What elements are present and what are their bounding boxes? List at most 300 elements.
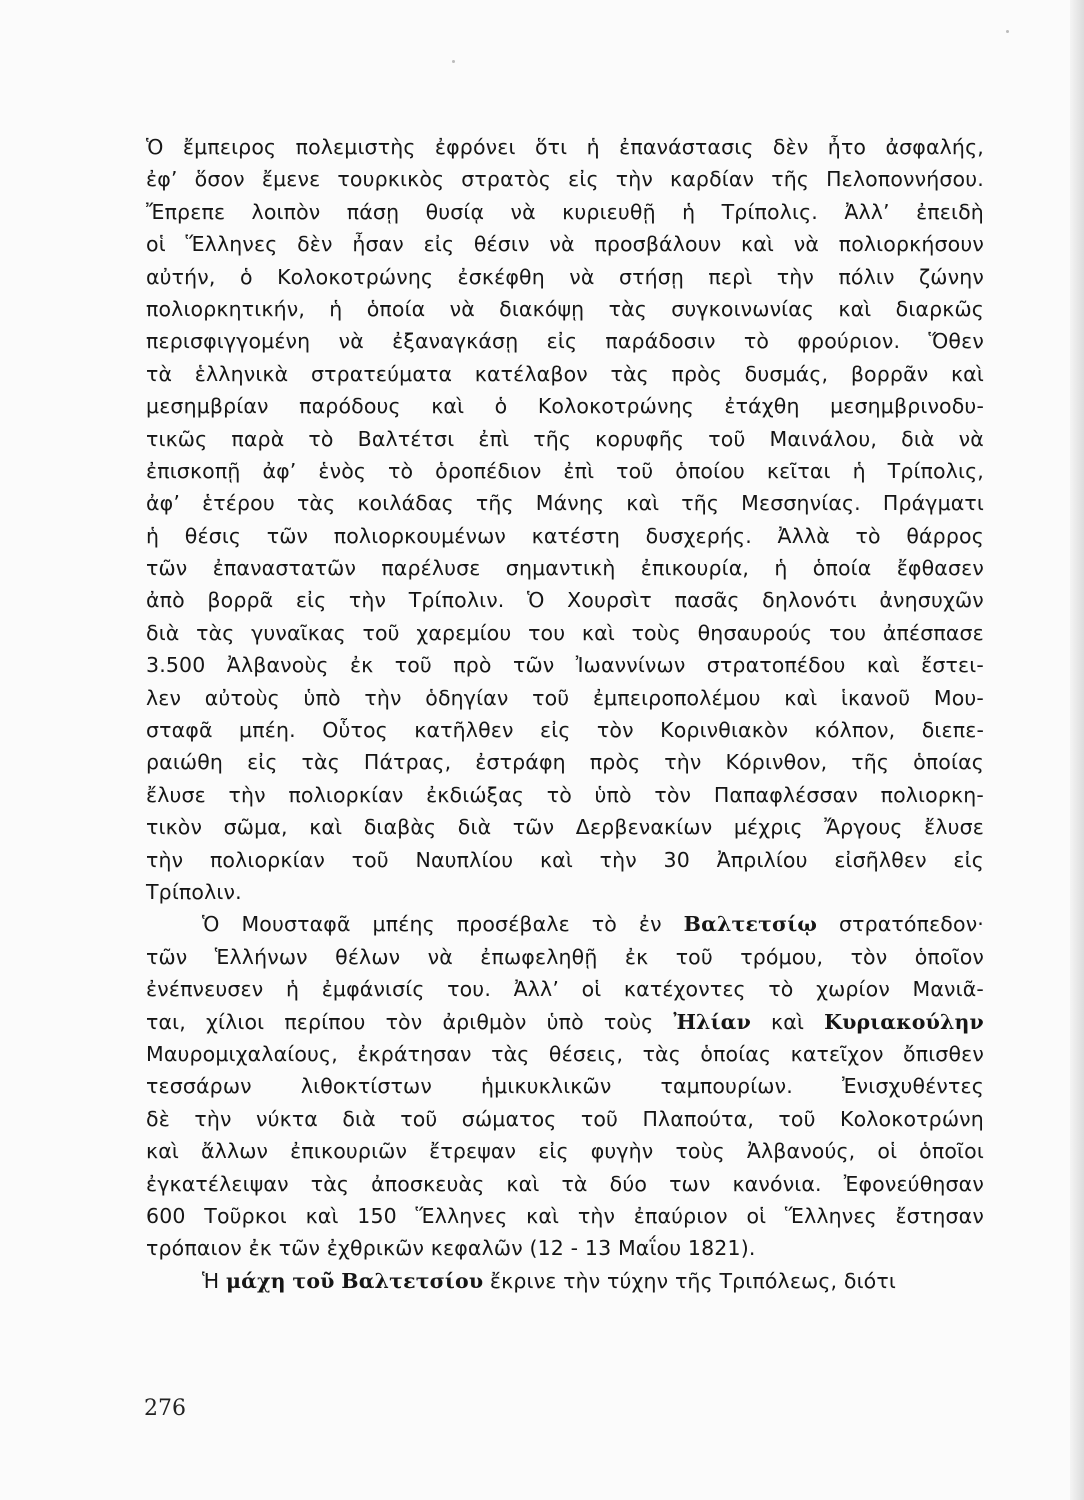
word: ἐκ <box>349 653 374 678</box>
word: ὅτι <box>534 135 568 159</box>
word: διότι <box>843 1268 896 1293</box>
word: ἐχθρικῶν <box>326 1236 425 1261</box>
word: πολιορκήσουν <box>838 232 984 257</box>
text-line <box>146 844 984 876</box>
word: ἐπὶ <box>478 426 510 451</box>
word: ἡ <box>682 199 696 224</box>
word: νὰ <box>338 329 364 354</box>
word: στήσῃ <box>618 264 685 289</box>
word: τῆς <box>681 491 720 516</box>
word: Μεσσηνίας. <box>741 491 861 516</box>
word: 600 <box>146 1203 186 1228</box>
word: τεσσάρων <box>146 1074 252 1099</box>
word: καὶ <box>741 232 775 257</box>
word: αὐτοὺς <box>204 685 280 710</box>
word: ἦσαν <box>352 232 404 257</box>
word: Τρίπολιν. <box>146 879 242 904</box>
word: κυριευθῇ <box>562 199 656 224</box>
word: ἔτρεψαν <box>429 1139 517 1164</box>
word: ἑνὸς <box>318 458 367 483</box>
text-line <box>146 131 984 163</box>
word: ἐπειδὴ <box>916 199 984 224</box>
word: Μουσταφᾶ <box>241 912 351 937</box>
word: καὶ <box>771 1009 805 1034</box>
word: ὁ <box>239 264 253 289</box>
word: ἐξαναγκάσῃ <box>392 329 519 354</box>
word: βορρᾶν <box>850 361 929 386</box>
word: ἡ <box>586 135 600 159</box>
word: ἡ <box>146 523 160 548</box>
word: μέχρις <box>733 815 803 840</box>
text-line <box>146 228 984 260</box>
word: τὸ <box>388 458 414 483</box>
word: Τριπόλεως, <box>719 1268 838 1293</box>
text-line <box>146 261 984 293</box>
word: τὴν <box>146 847 184 872</box>
word: τῆς <box>475 491 514 516</box>
word: ἐν <box>638 912 662 937</box>
word: πολεμιστὴς <box>295 135 416 159</box>
word: εἰς <box>540 718 571 743</box>
word: πρὸς <box>589 750 641 775</box>
word: τὰς <box>310 1171 350 1196</box>
text-line <box>146 908 984 940</box>
word: ἔστει- <box>921 653 984 678</box>
page-edge-shadow <box>1070 0 1084 1500</box>
word: ἑτέρου <box>202 491 275 516</box>
word: τῆς <box>851 750 890 775</box>
word: ἱκανοῦ <box>840 685 911 710</box>
word: καὶ <box>305 1203 339 1228</box>
word: νὰ <box>569 264 595 289</box>
word: τὸ <box>591 912 617 937</box>
word: στρατόπεδον· <box>838 912 984 937</box>
paragraph <box>146 1265 984 1297</box>
word: Ὅθεν <box>928 329 984 354</box>
word: μεσημβρινοδυ- <box>830 394 984 419</box>
word: τῶν <box>146 556 188 581</box>
word: τὸ <box>743 329 770 354</box>
word: ἔφθασεν <box>896 556 984 581</box>
text-line <box>146 779 984 811</box>
word: στρατὸς <box>461 167 552 192</box>
word: κατεῖχον <box>790 1041 884 1066</box>
word: σώματος <box>461 1106 557 1131</box>
text-line <box>146 584 984 616</box>
word: ἡ <box>852 458 866 483</box>
word: στρατεύματα <box>310 361 453 386</box>
word: ἐσκέφθη <box>457 264 545 289</box>
word: Ὁ <box>146 135 164 159</box>
word: Κόρινθον, <box>725 750 828 775</box>
word: του <box>828 620 867 645</box>
word: διὰ <box>342 1106 376 1131</box>
text-line <box>146 487 984 519</box>
text-line <box>146 455 984 487</box>
word: τὴν <box>348 588 387 613</box>
text-line <box>146 1038 984 1070</box>
text-line <box>146 973 984 1005</box>
word: τὴν <box>563 1268 601 1293</box>
word: ὁποῖον <box>914 944 984 969</box>
word: τύχην <box>607 1268 669 1293</box>
text-line <box>146 293 984 325</box>
word: τὰ <box>146 361 173 386</box>
word: πασᾶς <box>674 588 740 613</box>
word: Κολοκοτρώνης <box>277 264 434 289</box>
word: διὰ <box>901 426 935 451</box>
word: 150 <box>357 1203 397 1228</box>
word: μεσημβρίαν <box>146 394 269 419</box>
word: εἰς <box>953 847 984 872</box>
word: δηλονότι <box>762 588 857 613</box>
word: ἔστησαν <box>895 1203 984 1228</box>
word: καὶ <box>526 1203 560 1228</box>
word: τὴν <box>664 750 702 775</box>
text-line <box>146 1232 984 1264</box>
word: ἡ <box>285 977 300 1002</box>
word: ἀριθμὸν <box>442 1009 527 1034</box>
word: ἐκδιώξας <box>426 782 525 807</box>
word: ὑπὸ <box>303 685 341 710</box>
word: ἀφ’ <box>146 491 181 516</box>
word: τοῦ <box>400 1106 438 1131</box>
word: δὲν <box>772 135 809 159</box>
word: τὸ <box>308 426 334 451</box>
word: Πλαπούτα, <box>642 1106 754 1131</box>
word: ἐπὶ <box>563 458 595 483</box>
word: τὴν <box>228 782 266 807</box>
word: Ἡ <box>202 1268 220 1293</box>
word: χωρίον <box>816 977 890 1002</box>
word: καὶ <box>626 491 660 516</box>
word: ραιώθη <box>146 750 224 775</box>
word: Κολοκοτρώνης <box>537 394 694 419</box>
word: τὰς <box>196 620 235 645</box>
text-line <box>146 649 984 681</box>
word: Ἄργους <box>824 815 903 840</box>
word: σημαντικὴ <box>505 556 616 581</box>
word: κανόνια. <box>732 1171 822 1196</box>
word: τὸν <box>385 1009 423 1034</box>
word: συγκοινωνίας <box>671 296 815 321</box>
word: κεῖται <box>766 458 831 483</box>
word: δύο <box>609 1171 648 1196</box>
page-number: 276 <box>144 1396 186 1421</box>
word: τὰ <box>561 1171 588 1196</box>
word: τοῦ <box>778 1106 816 1131</box>
word: ἐστράφη <box>475 750 566 775</box>
word: Ἀλλ’ <box>513 977 559 1002</box>
word: τῆς <box>533 426 572 451</box>
word: κατέστη <box>531 523 621 548</box>
word: ἐκράτησαν <box>357 1041 472 1066</box>
word: αὐτήν, <box>146 264 216 289</box>
word: κόλπον, <box>814 718 896 743</box>
word: πρὸς <box>671 361 722 386</box>
word: ὑπὸ <box>594 782 632 807</box>
word: Πράγματι <box>882 491 984 516</box>
word: εἰς <box>568 167 599 192</box>
word: τὸ <box>546 782 572 807</box>
word: ἐπαύριον <box>633 1203 728 1228</box>
word: Ἀλβανούς, <box>746 1139 856 1164</box>
text-line <box>146 520 984 552</box>
word: Δερβενακίων <box>575 815 713 840</box>
word: Ὁ <box>527 588 545 613</box>
word: τὰς <box>642 1041 681 1066</box>
word: ὁροπέδιον <box>435 458 542 483</box>
word: χαρεμίου <box>416 620 512 645</box>
word: Τρίπολις, <box>887 458 984 483</box>
word: παράδοσιν <box>605 329 716 354</box>
word: ζώνην <box>918 264 984 289</box>
bold-word: Κυριακούλην <box>824 1009 984 1034</box>
word: λιθοκτίστων <box>300 1074 432 1099</box>
word: καὶ <box>146 1139 179 1164</box>
word: τοῦ <box>532 685 570 710</box>
word: παρέλυσε <box>381 556 481 581</box>
word: Ἐνισχυθέντες <box>841 1074 984 1099</box>
word: Ἕλληνες <box>185 232 278 257</box>
word: καὶ <box>866 653 900 678</box>
word: τικὸν <box>146 815 203 840</box>
text-line <box>146 682 984 714</box>
word: πολιορκίαν <box>288 782 404 807</box>
text-line <box>146 1168 984 1200</box>
word: δυσμάς, <box>744 361 829 386</box>
word: θέσιν <box>473 232 530 257</box>
word: διαρκῶς <box>895 296 984 321</box>
bold-word: Βαλτετσίῳ <box>683 912 818 937</box>
word: δὲ <box>146 1106 170 1131</box>
word: του <box>528 620 566 645</box>
word: Μανιᾶ- <box>912 977 984 1002</box>
text-line <box>146 325 984 357</box>
word: τὴν <box>599 847 637 872</box>
word: ἡ <box>774 556 788 581</box>
text-line <box>146 1265 984 1297</box>
word: οἱ <box>581 977 602 1002</box>
word: τοῦ <box>708 426 746 451</box>
word: Τοῦρκοι <box>204 1203 287 1228</box>
word: τὸ <box>768 977 794 1002</box>
word: διεπε- <box>921 718 984 743</box>
word: ἔμενε <box>261 167 321 192</box>
word: εἰς <box>247 750 278 775</box>
word: Ἀλβανοὺς <box>226 653 329 678</box>
word: ἐκ <box>624 944 649 969</box>
word: ὁποία <box>812 556 872 581</box>
word: τοὺς <box>631 620 681 645</box>
word: Χουρσὶτ <box>567 588 652 613</box>
word: διὰ <box>457 815 492 840</box>
word: νὰ <box>549 232 575 257</box>
text-line <box>146 617 984 649</box>
text-line <box>146 552 984 584</box>
word: παρόδους <box>299 394 401 419</box>
word: ὁποίας <box>913 750 984 775</box>
word: ἀνησυχῶν <box>879 588 984 613</box>
word: ται, <box>146 1009 186 1034</box>
word: τὸ <box>855 523 881 548</box>
word: τὸν <box>850 944 888 969</box>
word: Κορινθιακὸν <box>660 718 789 743</box>
word: ἀποσκευὰς <box>371 1171 485 1196</box>
word: τὰς <box>301 750 340 775</box>
word: τοῦ <box>394 653 432 678</box>
word: ἦτο <box>827 135 867 159</box>
word: καὶ <box>506 1171 540 1196</box>
word: πολιορκητικήν, <box>146 296 306 321</box>
word: Ναυπλίου <box>415 847 514 872</box>
word: λοιπὸν <box>251 199 321 224</box>
text-line <box>146 196 984 228</box>
word: ὄπισθεν <box>903 1041 984 1066</box>
word: ἐπαναστατῶν <box>212 556 357 581</box>
word: εἰσῆλθεν <box>834 847 927 872</box>
word: τουρκικὸς <box>337 167 445 192</box>
word: δὲν <box>297 232 333 257</box>
word: ἔλυσε <box>146 782 206 807</box>
text-line <box>146 1103 984 1135</box>
word: κατέλαβον <box>474 361 588 386</box>
word: τοῦ <box>675 944 713 969</box>
word: τῶν <box>266 523 309 548</box>
word: νὰ <box>510 199 536 224</box>
text-line <box>146 714 984 746</box>
bold-word: τοῦ <box>292 1268 335 1293</box>
bold-word: μάχη <box>225 1268 286 1293</box>
word: τὰς <box>608 296 647 321</box>
word: τοὺς <box>675 1139 725 1164</box>
word: ἀσφαλής, <box>885 135 984 159</box>
word: ἑλληνικὰ <box>194 361 289 386</box>
word: τῶν <box>512 653 555 678</box>
word: θησαυρούς <box>697 620 813 645</box>
word: ἐπωφεληθῇ <box>480 944 598 969</box>
word: ὁποῖοι <box>919 1139 984 1164</box>
word: τοὺς <box>603 1009 654 1034</box>
word: ἔμπειρος <box>182 135 277 159</box>
word: Πελοποννήσου. <box>826 167 984 192</box>
word: ἡμικυκλικῶν <box>481 1074 612 1099</box>
word: κατέχοντες <box>623 977 746 1002</box>
word: Ἑλλήνων <box>214 944 308 969</box>
word: ὁδηγίαν <box>425 685 509 710</box>
word: σταφᾶ <box>146 718 213 743</box>
word: εἰς <box>295 588 327 613</box>
word: ἀπέσπασε <box>882 620 984 645</box>
word: στρατοπέδου <box>706 653 846 678</box>
word: Μαυρομιχαλαίους, <box>146 1041 338 1066</box>
word: καὶ <box>431 394 465 419</box>
word: κορυφῆς <box>595 426 685 451</box>
word: Μάνης <box>535 491 605 516</box>
word: ὅσον <box>194 167 245 192</box>
word: ἐνέπνευσεν <box>146 977 264 1002</box>
word: Ἐφονεύθησαν <box>843 1171 984 1196</box>
word: νὰ <box>958 426 984 451</box>
word: θέσεις, <box>548 1041 624 1066</box>
word: τὴν <box>364 685 402 710</box>
word: καὶ <box>784 685 818 710</box>
word: ἐπισκοπῇ <box>146 458 241 483</box>
word: χίλιοι <box>206 1009 265 1034</box>
word: του. <box>447 977 491 1002</box>
scan-speck <box>452 60 455 63</box>
word: καὶ <box>581 620 615 645</box>
word: νὰ <box>427 944 453 969</box>
word: ἐμπειροπολέμου <box>592 685 761 710</box>
word: τῶν <box>146 944 188 969</box>
word: Μου- <box>933 685 984 710</box>
word: πολιορκουμένων <box>333 523 507 548</box>
paragraph <box>146 908 984 1264</box>
word: φυγὴν <box>590 1139 654 1164</box>
word: πολιορκίαν <box>209 847 325 872</box>
word: λεν <box>146 685 182 710</box>
word: ὁποία <box>366 296 426 321</box>
word: Παπαφλέσσαν <box>713 782 858 807</box>
word: ἔλυσε <box>924 815 984 840</box>
text-line <box>146 358 984 390</box>
word: ἡ <box>329 296 343 321</box>
word: εἰς <box>423 232 455 257</box>
word: ἐτάχθη <box>724 394 800 419</box>
word: Ἰωαννίνων <box>575 653 686 678</box>
bold-word: Ἠλίαν <box>673 1009 751 1034</box>
word: (12 - 13 <box>529 1236 612 1261</box>
word: τὰς <box>491 1041 530 1066</box>
word: ὑπὸ <box>546 1009 584 1034</box>
word: τῶν <box>512 815 555 840</box>
word: ὁ <box>494 394 508 419</box>
word: βορρᾶ <box>207 588 274 613</box>
word: τρόπαιον <box>146 1236 242 1261</box>
word: περισφιγγομένη <box>146 329 311 354</box>
word: ἀπὸ <box>146 588 185 613</box>
word: θέσις <box>184 523 242 548</box>
word: προσβάλουν <box>594 232 722 257</box>
word: των <box>669 1171 711 1196</box>
word: οἱ <box>146 232 166 257</box>
body-text <box>146 131 984 1297</box>
word: μπέης <box>372 912 435 937</box>
word: οἱ <box>746 1203 767 1228</box>
word: περὶ <box>708 264 753 289</box>
word: εἰς <box>546 329 578 354</box>
word: τοῦ <box>580 1106 619 1131</box>
word: σῶμα, <box>223 815 288 840</box>
word: Τρίπολις. <box>721 199 818 224</box>
word: ἐπικουρία, <box>640 556 750 581</box>
word: καὶ <box>838 296 872 321</box>
word: θάρρος <box>906 523 984 548</box>
word: θέλων <box>335 944 401 969</box>
word: τὰς <box>610 361 649 386</box>
word: τὰς <box>296 491 336 516</box>
word: Κολοκοτρώνη <box>839 1106 984 1131</box>
word: πάσῃ <box>346 199 400 224</box>
word: ἐκ <box>248 1236 273 1261</box>
word: μπέη. <box>239 718 296 743</box>
word: ἐπικουριῶν <box>290 1139 408 1164</box>
word: κοιλάδας <box>357 491 454 516</box>
word: Πάτρας, <box>363 750 452 775</box>
word: καὶ <box>950 361 984 386</box>
word: πρὸ <box>453 653 492 678</box>
